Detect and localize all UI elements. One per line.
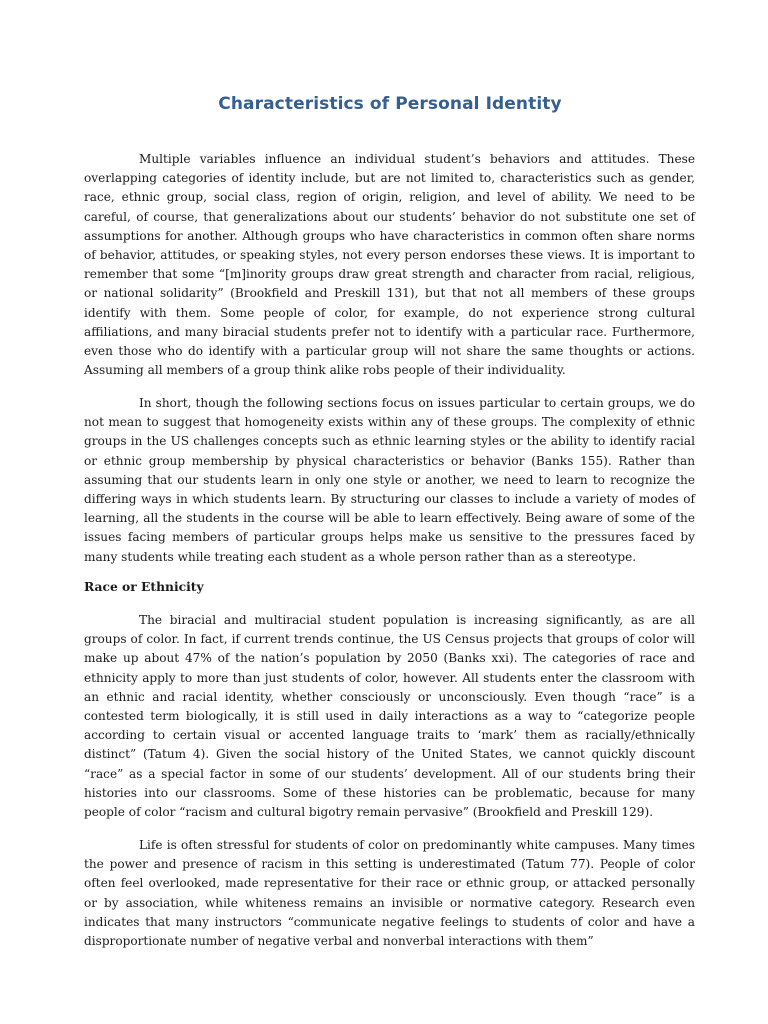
page-title: Characteristics of Personal Identity <box>218 94 562 114</box>
body-paragraph: The biracial and multiracial student population is increasing significantly, as are all groups of color. In fact, if current trends continue, the US Census projects that groups of color will make up about 47% of the nation’s population by 2050 (Banks xxi). The categories of race and ethnicity apply to more than just students of color, however. All students enter the classroom with an ethnic and racial identity, whether consciously or unconsciously. Even though “race” is a contested term biologically, it is still used in daily interactions as a way to “categorize people according to certain visual or accented language traits to ‘mark’ them as racially/ethnically distinct” (Tatum 4). Given the social history of the United States, we cannot quickly discount “race” as a special factor in some of our students’ development. All of our students bring their histories into our classrooms. Some of these histories can be problematic, because for many people of color “racism and cultural bigotry remain pervasive” (Brookfield and Preskill 129). <box>84 613 695 820</box>
body-paragraph: In short, though the following sections focus on issues particular to certain groups, we do not mean to suggest that homogeneity exists within any of these groups. The complexity of ethnic groups in the US challenges concepts such as ethnic learning styles or the ability to identify racial or ethnic group membership by physical characteristics or behavior (Banks 155). Rather than assuming that our students learn in only one style or another, we need to learn to recognize the differing ways in which students learn. By structuring our classes to include a variety of modes of learning, all the students in the course will be able to learn effectively. Being aware of some of the issues facing members of particular groups helps make us sensitive to the pressures faced by many students while treating each student as a whole person rather than as a stereotype. <box>84 396 695 564</box>
body-paragraph: Multiple variables influence an individual student’s behaviors and attitudes. These overlapping categories of identity include, but are not limited to, characteristics such as gender, race, ethnic group, social class, region of origin, religion, and level of ability. We need to be careful, of course, that generalizations about our students’ behavior do not substitute one set of assumptions for another. Although groups who have characteristics in common often share norms of behavior, attitudes, or speaking styles, not every person endorses these views. It is important to remember that some “[m]inority groups draw great strength and character from racial, religious, or national solidarity” (Brookfield and Preskill 131), but that not all members of these groups identify with them. Some people of color, for example, do not experience strong cultural affiliations, and many biracial students prefer not to identify with a particular race. Furthermore, even those who do identify with a particular group will not share the same thoughts or actions. Assuming all members of a group think alike robs people of their individuality. <box>84 152 695 378</box>
section-heading: Race or Ethnicity <box>84 579 204 594</box>
body-paragraph: Life is often stressful for students of color on predominantly white campuses. Many times the power and presence of racism in this setting is underestimated (Tatum 77). People of color often feel overlooked, made representative for their race or ethnic group, or attacked personally or by association, while whiteness remains an invisible or normative category. Research even indicates that many instructors “communicate negative feelings to students of color and have a disproportionate number of negative verbal and nonverbal interactions with them” <box>84 838 695 949</box>
